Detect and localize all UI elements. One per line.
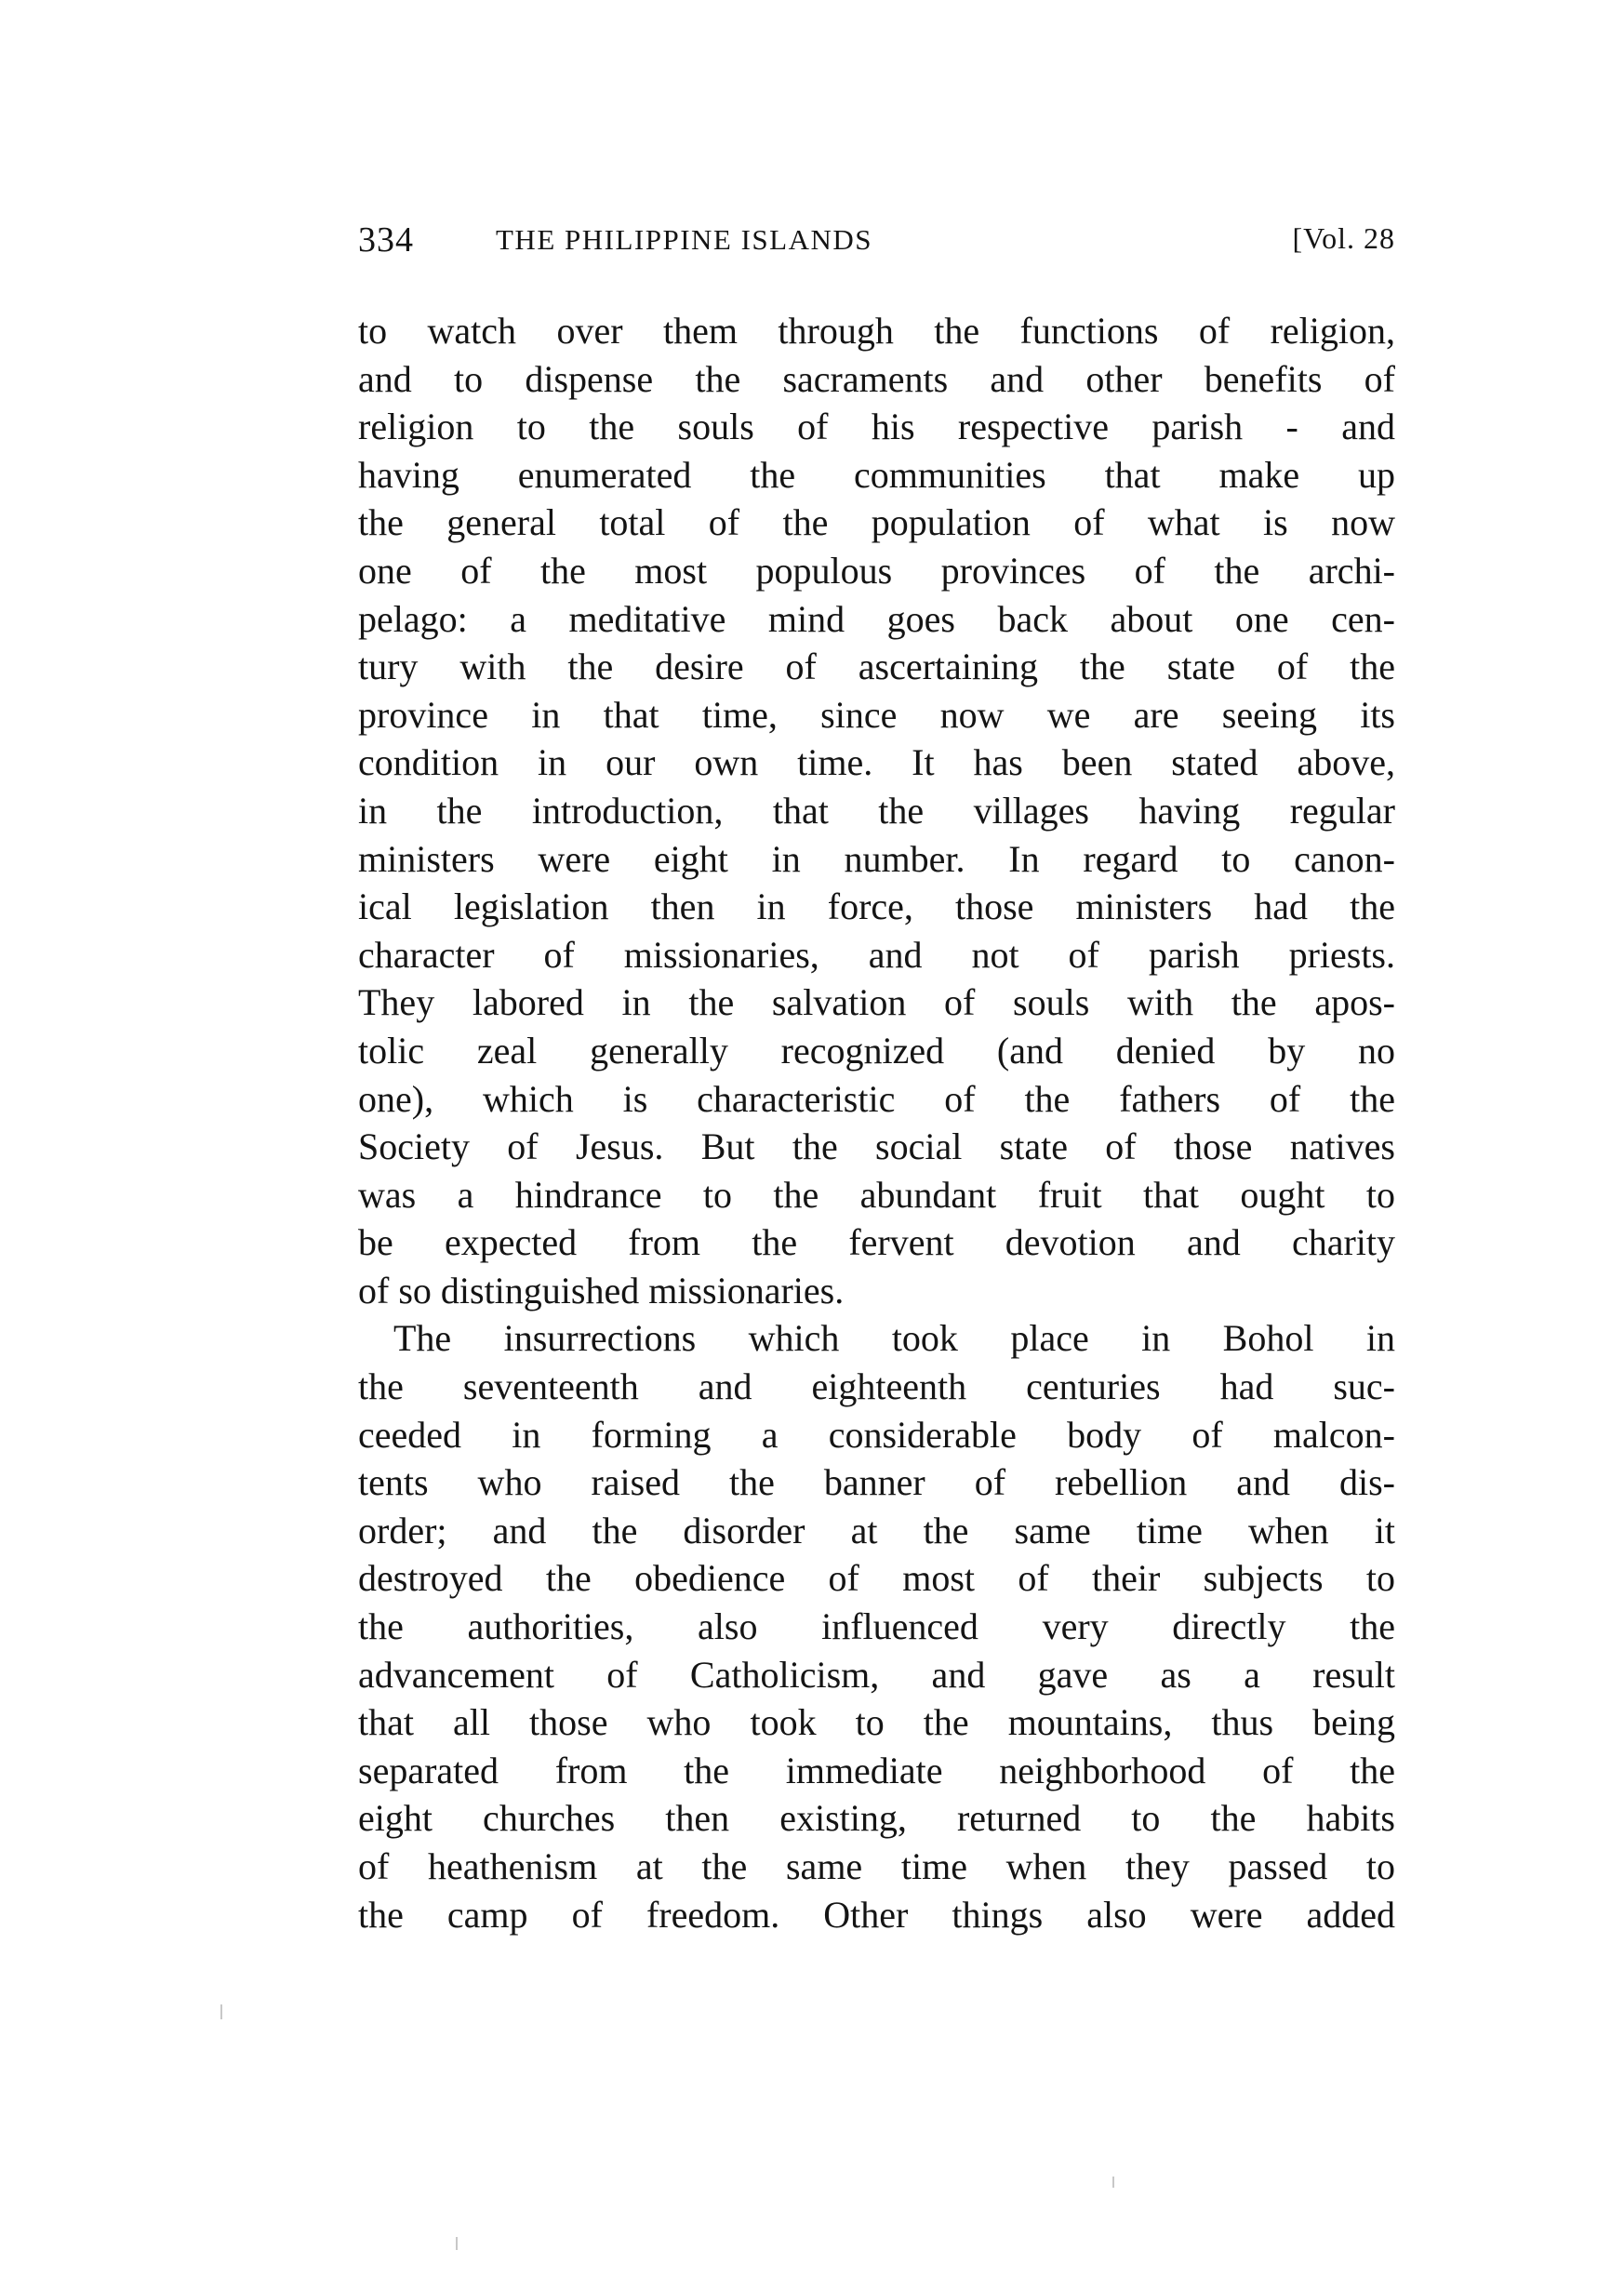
page-number: 334 — [358, 220, 414, 260]
paragraph-2 — [358, 1314, 1395, 1938]
text-line: destroyed the obedience of most of their subjects to — [358, 1557, 1395, 1600]
text-line: tents who raised the banner of rebellion and dis- — [358, 1461, 1395, 1504]
text-line: province in that time, since now we are seeing its — [358, 693, 1395, 736]
text-line: in the introduction, that the villages having regular — [358, 789, 1395, 832]
scan-artifact — [456, 2237, 458, 2250]
text-line: eight churches then existing, returned to the habits — [358, 1797, 1395, 1840]
text-line: that all those who took to the mountains, thus being — [358, 1701, 1395, 1744]
running-head — [358, 220, 1395, 266]
text-line: of so distinguished missionaries. — [358, 1269, 845, 1311]
text-line: was a hindrance to the abundant fruit that ought to — [358, 1173, 1395, 1216]
text-line: separated from the immediate neighborhood of the — [358, 1749, 1395, 1791]
text-line: of heathenism at the same time when they passed to — [358, 1845, 1395, 1887]
text-line: the authorities, also influenced very directly the — [358, 1605, 1395, 1648]
text-line: ministers were eight in number. In regard to canon- — [358, 837, 1395, 880]
text-line: having enumerated the communities that make up — [358, 453, 1395, 496]
text-line: tolic zeal generally recognized (and denied by no — [358, 1029, 1395, 1072]
text-line: one of the most populous provinces of the archi- — [358, 549, 1395, 592]
text-line: religion to the souls of his respective parish - and — [358, 406, 1395, 448]
text-line: advancement of Catholicism, and gave as a result — [358, 1653, 1395, 1696]
running-title: THE PHILIPPINE ISLANDS — [496, 223, 872, 256]
text-line: condition in our own time. It has been stated above, — [358, 741, 1395, 784]
text-line: the camp of freedom. Other things also were added — [358, 1893, 1395, 1936]
text-line: to watch over them through the functions of religion, — [358, 310, 1395, 352]
text-line: be expected from the fervent devotion and charity — [358, 1221, 1395, 1264]
text-line: and to dispense the sacraments and other benefits of — [358, 357, 1395, 400]
text-line: order; and the disorder at the same time when it — [358, 1509, 1395, 1551]
volume-label: [Vol. 28 — [1292, 221, 1395, 255]
text-line: Society of Jesus. But the social state of those natives — [358, 1125, 1395, 1168]
paragraph-1 — [358, 307, 1395, 1314]
text-line: the seventeenth and eighteenth centuries had suc- — [358, 1365, 1395, 1408]
text-line: They labored in the salvation of souls with the apos- — [358, 981, 1395, 1024]
text-line: The insurrections which took place in Bohol in — [393, 1317, 1395, 1360]
text-line: one), which is characteristic of the fathers of the — [358, 1077, 1395, 1120]
text-line: ical legislation then in force, those ministers had the — [358, 885, 1395, 928]
text-line: tury with the desire of ascertaining the state of the — [358, 646, 1395, 688]
text-line: character of missionaries, and not of parish priests. — [358, 933, 1395, 976]
body-text — [358, 307, 1395, 1938]
scan-artifact — [1112, 2177, 1114, 2188]
text-line: pelago: a meditative mind goes back about one cen- — [358, 597, 1395, 640]
text-line: ceeded in forming a considerable body of malcon- — [358, 1413, 1395, 1456]
text-line: the general total of the population of what is now — [358, 501, 1395, 544]
scan-artifact — [220, 2004, 222, 2019]
